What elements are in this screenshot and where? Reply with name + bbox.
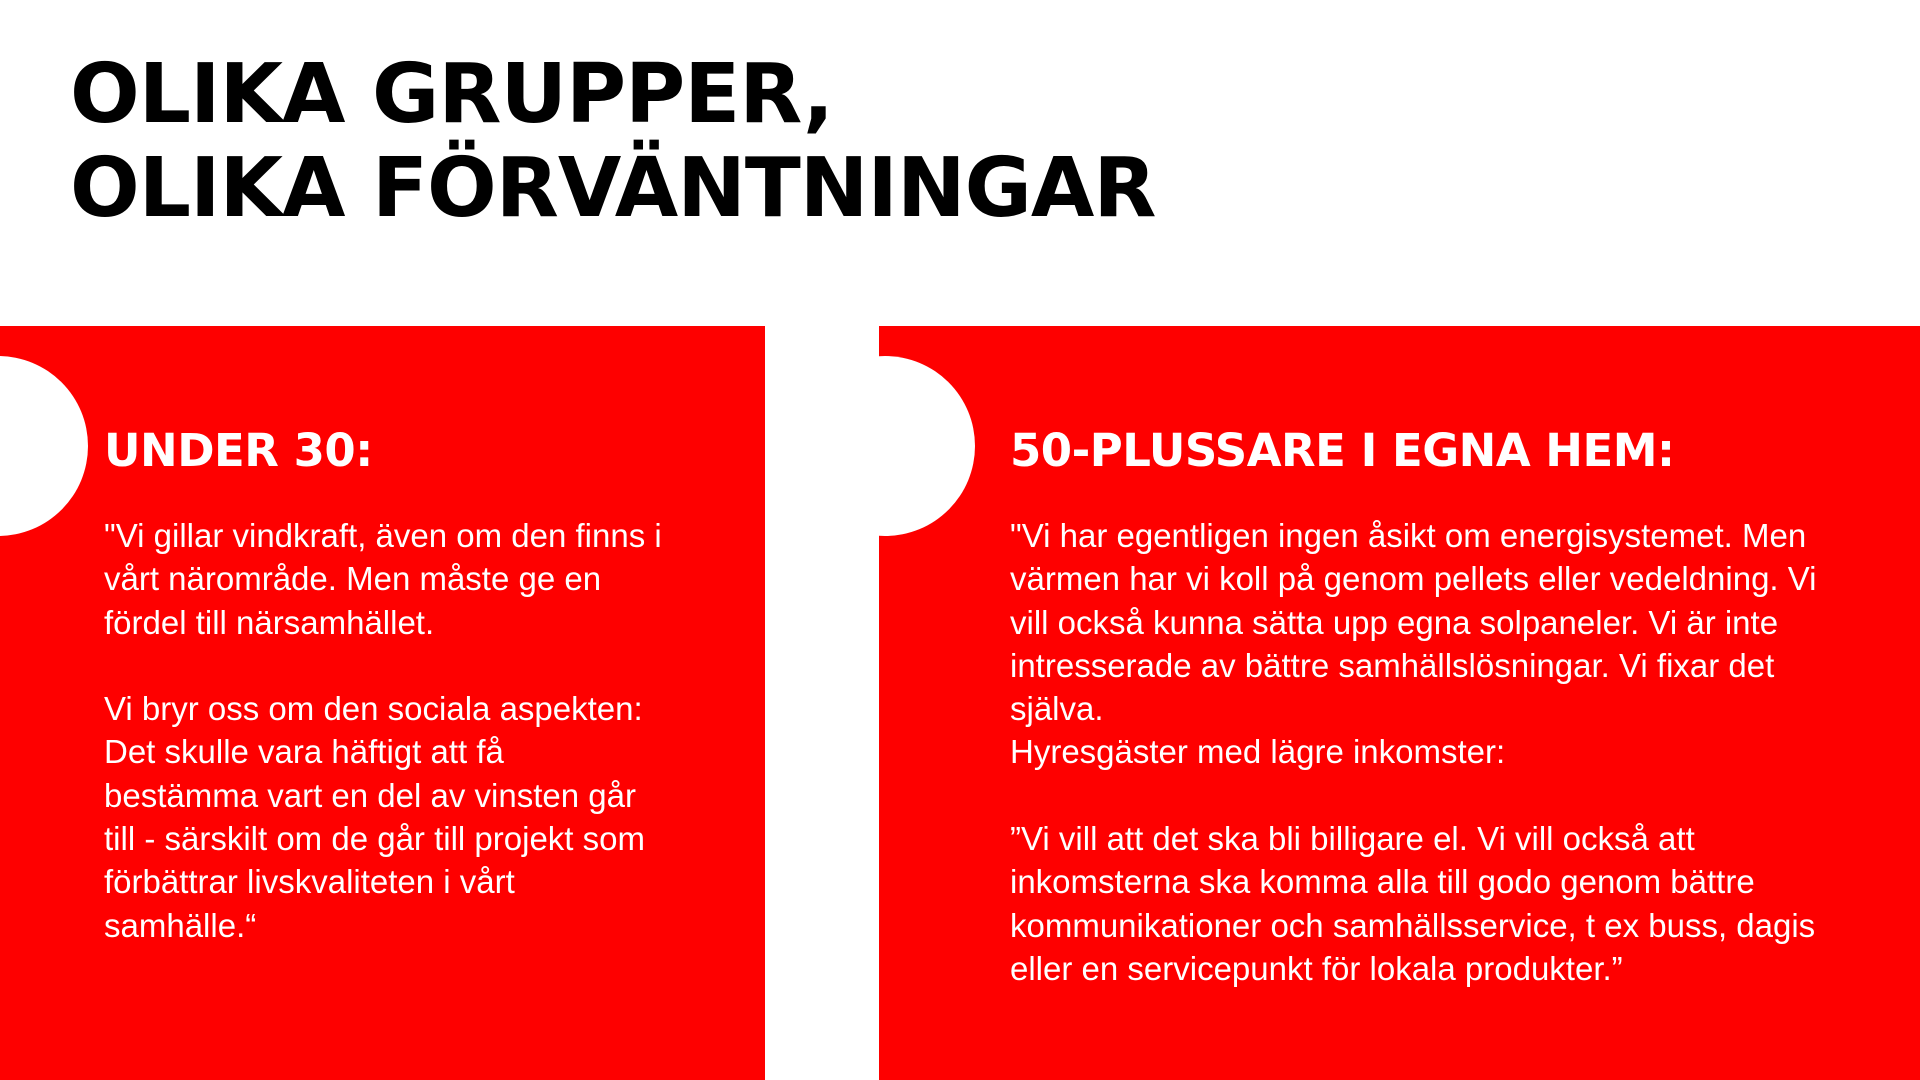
quote-line: värmen har vi koll på genom pellets eller vedeldning. Vi: [1010, 560, 1817, 598]
under-30-heading: UNDER 30:: [104, 424, 373, 477]
quote-line: "Vi har egentligen ingen åsikt om energisystemet. Men: [1010, 517, 1807, 554]
50-plus-panel: [879, 326, 1920, 1080]
quote-line: "Vi gillar vindkraft, även om den finns i: [104, 517, 662, 554]
paragraph-gap: [1010, 774, 1890, 817]
quote-line: kommunikationer och samhällsservice, t ex buss, dagis: [1010, 906, 1816, 944]
quote-line: inkomsterna ska komma alla till godo genom bättre: [1010, 863, 1755, 901]
quote-line: bestämma vart en del av vinsten går: [104, 776, 636, 814]
50-plus-heading: 50-PLUSSARE I EGNA HEM:: [1010, 424, 1675, 477]
quote-line: ”Vi vill att det ska bli billigare el. Vi vill också att: [1010, 820, 1695, 858]
decorative-circle: [879, 356, 975, 536]
quote-line: samhälle.“: [104, 906, 257, 944]
decorative-circle: [0, 356, 88, 536]
subgroup-label: Hyresgäster med lägre inkomster:: [1010, 733, 1506, 771]
quote-line: vårt närområde. Men måste ge en: [104, 560, 602, 598]
50-plus-quote: [1010, 514, 1890, 990]
under-30-quote: [104, 514, 724, 947]
quote-line: förbättrar livskvaliteten i vårt: [104, 863, 515, 901]
quote-line: Det skulle vara häftigt att få: [104, 733, 504, 771]
quote-line: till - särskilt om de går till projekt som: [104, 820, 645, 858]
quote-line: Vi bryr oss om den sociala aspekten:: [104, 690, 643, 728]
quote-line: fördel till närsamhället.: [104, 603, 435, 641]
quote-line: vill också kunna sätta upp egna solpaneler. Vi är inte: [1010, 603, 1779, 641]
slide-title-line-2: OLIKA FÖRVÄNTNINGAR: [70, 141, 1156, 236]
paragraph-gap: [104, 644, 724, 687]
quote-line: själva.: [1010, 690, 1104, 728]
slide-title-line-1: OLIKA GRUPPER,: [70, 47, 834, 142]
quote-line: intresserade av bättre samhällslösningar. Vi fixar det: [1010, 646, 1775, 684]
slide-title: [70, 48, 1155, 236]
under-30-panel: [0, 326, 765, 1080]
quote-line: eller en servicepunkt för lokala produkter.”: [1010, 949, 1623, 987]
